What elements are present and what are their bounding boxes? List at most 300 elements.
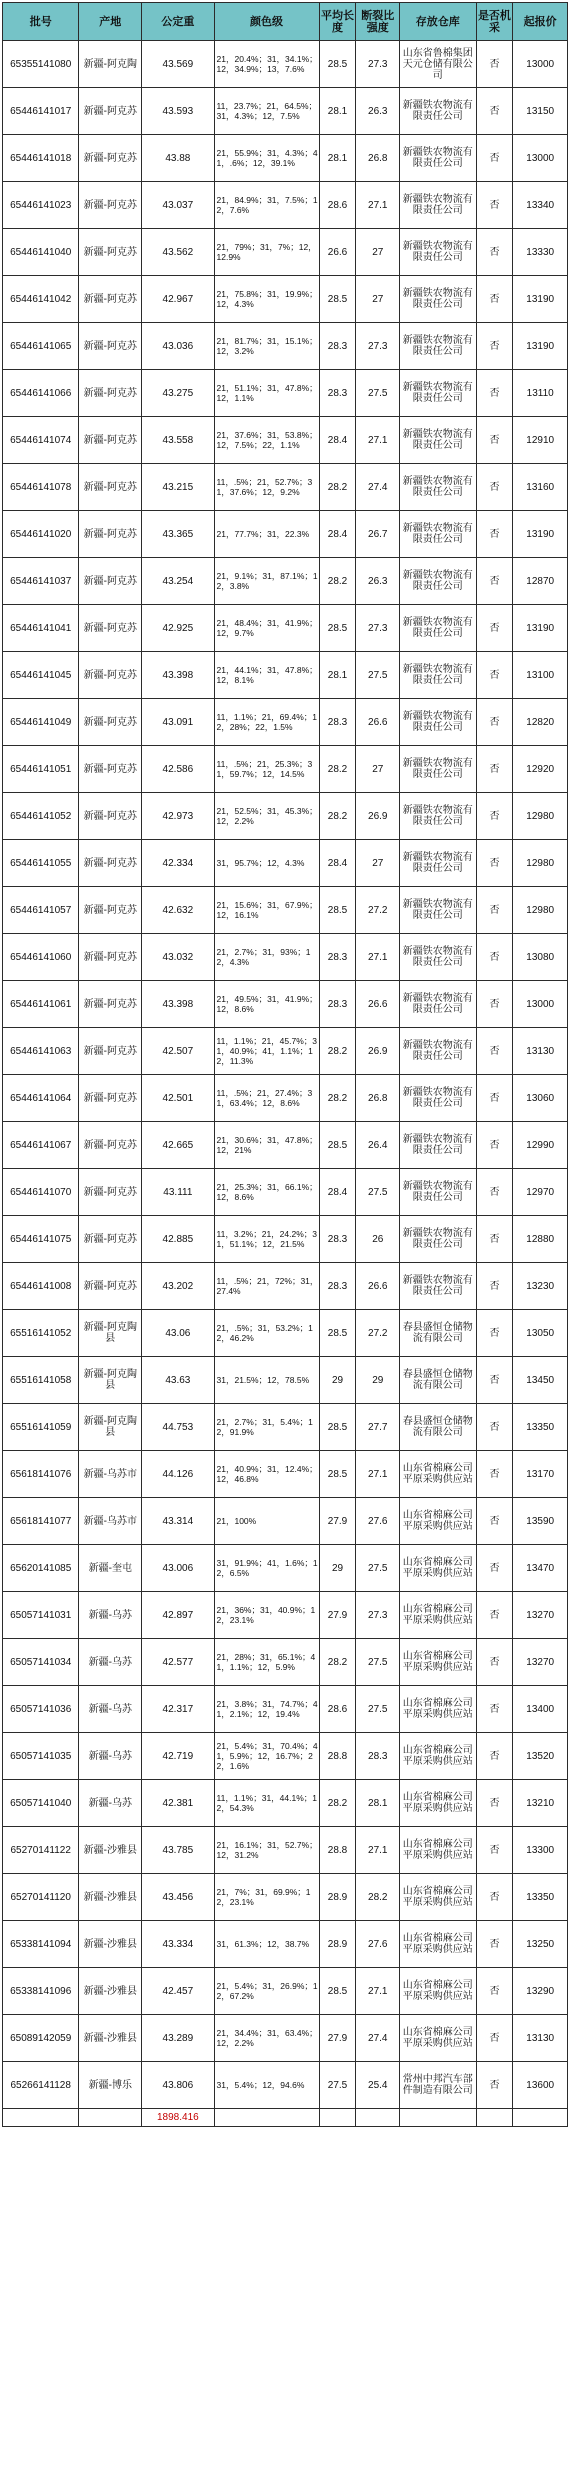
cell-color-grade: 21，20.4%；31，34.1%；12，34.9%；13，7.6% bbox=[214, 41, 319, 88]
cell-storage: 山东省棉麻公司平原采购供应站 bbox=[400, 1874, 476, 1921]
cell-start-price: 12820 bbox=[513, 699, 568, 746]
cell-weight: 43.032 bbox=[142, 934, 214, 981]
cell-color-grade: 11，23.7%；21，64.5%；31，4.3%；12，7.5% bbox=[214, 88, 319, 135]
table-row bbox=[3, 1686, 568, 1733]
cell-color-grade: 21，5.4%；31，26.9%；12，67.2% bbox=[214, 1968, 319, 2015]
cell-origin: 新疆-阿克苏 bbox=[79, 229, 142, 276]
table-row bbox=[3, 1357, 568, 1404]
cell-batch: 65446141061 bbox=[3, 981, 79, 1028]
cell-start-price: 13110 bbox=[513, 370, 568, 417]
cell-origin: 新疆-阿克苏 bbox=[79, 1075, 142, 1122]
cell-weight: 43.334 bbox=[142, 1921, 214, 1968]
cell-color-grade: 21，34.4%；31，63.4%；12，2.2% bbox=[214, 2015, 319, 2062]
cell-machine-picked: 否 bbox=[476, 417, 513, 464]
cell-strength: 26.9 bbox=[356, 1028, 400, 1075]
cell-avg-length: 28.9 bbox=[319, 1874, 356, 1921]
cell-machine-picked: 否 bbox=[476, 1075, 513, 1122]
cell-storage: 新疆铁农物流有限责任公司 bbox=[400, 370, 476, 417]
table-row bbox=[3, 981, 568, 1028]
cell-strength: 29 bbox=[356, 1357, 400, 1404]
cell-avg-length: 28.5 bbox=[319, 887, 356, 934]
cell-storage: 新疆铁农物流有限责任公司 bbox=[400, 88, 476, 135]
cell-weight: 42.897 bbox=[142, 1592, 214, 1639]
cell-batch: 65446141020 bbox=[3, 511, 79, 558]
table-row bbox=[3, 1780, 568, 1827]
cell-storage: 新疆铁农物流有限责任公司 bbox=[400, 276, 476, 323]
table-row bbox=[3, 229, 568, 276]
cell-origin: 新疆-阿克苏 bbox=[79, 1169, 142, 1216]
cell-batch: 65089142059 bbox=[3, 2015, 79, 2062]
cell-storage: 新疆铁农物流有限责任公司 bbox=[400, 417, 476, 464]
cell-machine-picked: 否 bbox=[476, 1921, 513, 1968]
cell-machine-picked: 否 bbox=[476, 652, 513, 699]
cell-start-price: 13050 bbox=[513, 1310, 568, 1357]
cell-avg-length: 28.1 bbox=[319, 652, 356, 699]
cell-strength: 26.9 bbox=[356, 793, 400, 840]
cell-color-grade: 21，.5%；31，53.2%；12，46.2% bbox=[214, 1310, 319, 1357]
cell-weight: 42.719 bbox=[142, 1733, 214, 1780]
cell-start-price: 12910 bbox=[513, 417, 568, 464]
cell-strength: 27 bbox=[356, 229, 400, 276]
cell-strength: 26.8 bbox=[356, 135, 400, 182]
table-row bbox=[3, 2062, 568, 2109]
cell-strength: 27.1 bbox=[356, 182, 400, 229]
cell-color-grade: 21，77.7%；31，22.3% bbox=[214, 511, 319, 558]
cell-color-grade: 21，30.6%；31，47.8%；12，21% bbox=[214, 1122, 319, 1169]
cell-machine-picked: 否 bbox=[476, 981, 513, 1028]
cell-machine-picked: 否 bbox=[476, 2062, 513, 2109]
cell-origin: 新疆-阿克苏 bbox=[79, 135, 142, 182]
cell-origin: 新疆-阿克陶 bbox=[79, 41, 142, 88]
cell-batch: 65270141122 bbox=[3, 1827, 79, 1874]
cell-color-grade: 21，3.8%；31，74.7%；41，2.1%；12，19.4% bbox=[214, 1686, 319, 1733]
cell-batch: 65446141008 bbox=[3, 1263, 79, 1310]
cell-weight: 43.558 bbox=[142, 417, 214, 464]
cell-machine-picked: 否 bbox=[476, 464, 513, 511]
cell-avg-length: 28.2 bbox=[319, 1639, 356, 1686]
cell-start-price: 13190 bbox=[513, 323, 568, 370]
cell-avg-length: 28.2 bbox=[319, 464, 356, 511]
cell-storage: 新疆铁农物流有限责任公司 bbox=[400, 1122, 476, 1169]
table-row bbox=[3, 2015, 568, 2062]
cell-strength: 25.4 bbox=[356, 2062, 400, 2109]
cell-weight: 44.753 bbox=[142, 1404, 214, 1451]
cell-weight: 42.967 bbox=[142, 276, 214, 323]
cell-start-price: 13210 bbox=[513, 1780, 568, 1827]
cell-origin: 新疆-阿克苏 bbox=[79, 1122, 142, 1169]
cell-weight: 43.091 bbox=[142, 699, 214, 746]
cell-color-grade: 21，49.5%；31，41.9%；12，8.6% bbox=[214, 981, 319, 1028]
cell-weight: 43.314 bbox=[142, 1498, 214, 1545]
header-machine-picked: 是否机采 bbox=[476, 3, 513, 41]
cell-strength: 26.8 bbox=[356, 1075, 400, 1122]
cell-color-grade: 21，52.5%；31，45.3%；12，2.2% bbox=[214, 793, 319, 840]
cell-origin: 新疆-乌苏市 bbox=[79, 1498, 142, 1545]
cell-batch: 65355141080 bbox=[3, 41, 79, 88]
cell-start-price: 13450 bbox=[513, 1357, 568, 1404]
cell-storage: 山东省棉麻公司平原采购供应站 bbox=[400, 1733, 476, 1780]
cell-batch: 65446141049 bbox=[3, 699, 79, 746]
cell-origin: 新疆-阿克苏 bbox=[79, 699, 142, 746]
table-row bbox=[3, 1310, 568, 1357]
cell-machine-picked: 否 bbox=[476, 840, 513, 887]
cell-start-price: 13340 bbox=[513, 182, 568, 229]
cell-color-grade: 21，100% bbox=[214, 1498, 319, 1545]
table-row bbox=[3, 1639, 568, 1686]
cell-weight: 43.593 bbox=[142, 88, 214, 135]
cell-storage: 山东省棉麻公司平原采购供应站 bbox=[400, 1921, 476, 1968]
cell-color-grade: 21，37.6%；31，53.8%；12，7.5%；22，1.1% bbox=[214, 417, 319, 464]
cell-color-grade: 11，.5%；21，25.3%；31，59.7%；12，14.5% bbox=[214, 746, 319, 793]
cell-avg-length: 28.5 bbox=[319, 276, 356, 323]
cell-strength: 27.5 bbox=[356, 370, 400, 417]
cell-avg-length: 28.2 bbox=[319, 746, 356, 793]
cell-machine-picked: 否 bbox=[476, 1216, 513, 1263]
cell-batch: 65446141074 bbox=[3, 417, 79, 464]
cell-strength: 28.2 bbox=[356, 1874, 400, 1921]
cell-weight: 43.456 bbox=[142, 1874, 214, 1921]
table-row bbox=[3, 699, 568, 746]
cell-weight: 42.632 bbox=[142, 887, 214, 934]
cell-strength: 27.6 bbox=[356, 1498, 400, 1545]
table-row bbox=[3, 276, 568, 323]
table-row bbox=[3, 323, 568, 370]
cell-weight: 42.501 bbox=[142, 1075, 214, 1122]
cell-batch: 65446141064 bbox=[3, 1075, 79, 1122]
cell-machine-picked: 否 bbox=[476, 1310, 513, 1357]
cell-origin: 新疆-奎屯 bbox=[79, 1545, 142, 1592]
cotton-batch-table bbox=[2, 2, 568, 2127]
cell-weight: 42.973 bbox=[142, 793, 214, 840]
cell-color-grade: 21，44.1%；31，47.8%；12，8.1% bbox=[214, 652, 319, 699]
cell-weight: 43.289 bbox=[142, 2015, 214, 2062]
cell-strength: 27.3 bbox=[356, 1592, 400, 1639]
header-weight: 公定重 bbox=[142, 3, 214, 41]
table-row bbox=[3, 417, 568, 464]
cell-weight: 43.569 bbox=[142, 41, 214, 88]
cell-batch: 65446141066 bbox=[3, 370, 79, 417]
cell-avg-length: 28.4 bbox=[319, 417, 356, 464]
cell-avg-length: 28.4 bbox=[319, 511, 356, 558]
header-color-grade: 颜色级 bbox=[214, 3, 319, 41]
cell-strength: 27.1 bbox=[356, 1451, 400, 1498]
cell-weight: 43.036 bbox=[142, 323, 214, 370]
cell-strength: 26.4 bbox=[356, 1122, 400, 1169]
total-blank-2 bbox=[79, 2109, 142, 2127]
cell-avg-length: 28.3 bbox=[319, 1216, 356, 1263]
cell-storage: 山东省棉麻公司平原采购供应站 bbox=[400, 1780, 476, 1827]
cell-batch: 65446141063 bbox=[3, 1028, 79, 1075]
cell-strength: 26.3 bbox=[356, 558, 400, 605]
table-row bbox=[3, 135, 568, 182]
table-row bbox=[3, 1827, 568, 1874]
cell-batch: 65618141077 bbox=[3, 1498, 79, 1545]
cell-start-price: 13060 bbox=[513, 1075, 568, 1122]
cell-start-price: 13400 bbox=[513, 1686, 568, 1733]
header-batch: 批号 bbox=[3, 3, 79, 41]
cell-machine-picked: 否 bbox=[476, 1639, 513, 1686]
cell-start-price: 13000 bbox=[513, 981, 568, 1028]
cell-color-grade: 21，5.4%；31，70.4%；41，5.9%；12，16.7%；22，1.6% bbox=[214, 1733, 319, 1780]
cell-strength: 27.5 bbox=[356, 652, 400, 699]
cell-origin: 新疆-阿克苏 bbox=[79, 1216, 142, 1263]
cell-storage: 新疆铁农物流有限责任公司 bbox=[400, 1263, 476, 1310]
cell-origin: 新疆-阿克苏 bbox=[79, 934, 142, 981]
cell-weight: 43.006 bbox=[142, 1545, 214, 1592]
cell-batch: 65057141036 bbox=[3, 1686, 79, 1733]
cell-strength: 26.6 bbox=[356, 699, 400, 746]
cell-start-price: 13100 bbox=[513, 652, 568, 699]
cell-batch: 65446141060 bbox=[3, 934, 79, 981]
cell-strength: 27.3 bbox=[356, 605, 400, 652]
cell-machine-picked: 否 bbox=[476, 182, 513, 229]
cell-machine-picked: 否 bbox=[476, 88, 513, 135]
cell-machine-picked: 否 bbox=[476, 1263, 513, 1310]
cell-color-grade: 11，1.1%；21，69.4%；12，28%；22，1.5% bbox=[214, 699, 319, 746]
cell-origin: 新疆-阿克陶县 bbox=[79, 1357, 142, 1404]
cell-storage: 新疆铁农物流有限责任公司 bbox=[400, 229, 476, 276]
cell-weight: 42.885 bbox=[142, 1216, 214, 1263]
cell-start-price: 12920 bbox=[513, 746, 568, 793]
cell-machine-picked: 否 bbox=[476, 2015, 513, 2062]
cell-batch: 65516141058 bbox=[3, 1357, 79, 1404]
cell-machine-picked: 否 bbox=[476, 41, 513, 88]
cell-avg-length: 28.3 bbox=[319, 699, 356, 746]
cell-storage: 新疆铁农物流有限责任公司 bbox=[400, 1216, 476, 1263]
cell-start-price: 13350 bbox=[513, 1404, 568, 1451]
cell-avg-length: 28.2 bbox=[319, 1780, 356, 1827]
cell-color-grade: 31，91.9%；41，1.6%；12，6.5% bbox=[214, 1545, 319, 1592]
cell-storage: 新疆铁农物流有限责任公司 bbox=[400, 981, 476, 1028]
cell-strength: 26.3 bbox=[356, 88, 400, 135]
table-row bbox=[3, 511, 568, 558]
cell-weight: 43.562 bbox=[142, 229, 214, 276]
cell-color-grade: 21，25.3%；31，66.1%；12，8.6% bbox=[214, 1169, 319, 1216]
cell-storage: 新疆铁农物流有限责任公司 bbox=[400, 464, 476, 511]
cell-start-price: 12980 bbox=[513, 887, 568, 934]
cell-color-grade: 21，16.1%；31，52.7%；12，31.2% bbox=[214, 1827, 319, 1874]
cell-start-price: 13300 bbox=[513, 1827, 568, 1874]
header-origin: 产地 bbox=[79, 3, 142, 41]
cell-strength: 27.1 bbox=[356, 1968, 400, 2015]
cell-origin: 新疆-阿克苏 bbox=[79, 417, 142, 464]
cell-start-price: 13000 bbox=[513, 135, 568, 182]
cell-batch: 65057141031 bbox=[3, 1592, 79, 1639]
cell-start-price: 12980 bbox=[513, 793, 568, 840]
cell-machine-picked: 否 bbox=[476, 1122, 513, 1169]
cell-batch: 65266141128 bbox=[3, 2062, 79, 2109]
cell-origin: 新疆-博乐 bbox=[79, 2062, 142, 2109]
total-blank-7 bbox=[476, 2109, 513, 2127]
cell-batch: 65446141052 bbox=[3, 793, 79, 840]
cell-strength: 27.5 bbox=[356, 1545, 400, 1592]
cell-start-price: 13160 bbox=[513, 464, 568, 511]
cell-weight: 43.037 bbox=[142, 182, 214, 229]
cell-start-price: 13290 bbox=[513, 1968, 568, 2015]
cell-machine-picked: 否 bbox=[476, 1968, 513, 2015]
cell-storage: 山东省棉麻公司平原采购供应站 bbox=[400, 1498, 476, 1545]
table-row bbox=[3, 1921, 568, 1968]
cell-color-grade: 21，40.9%；31，12.4%；12，46.8% bbox=[214, 1451, 319, 1498]
cell-strength: 26.6 bbox=[356, 1263, 400, 1310]
cell-weight: 43.254 bbox=[142, 558, 214, 605]
cell-batch: 65516141059 bbox=[3, 1404, 79, 1451]
cell-storage: 山东省棉麻公司平原采购供应站 bbox=[400, 1968, 476, 2015]
cell-start-price: 13350 bbox=[513, 1874, 568, 1921]
cell-color-grade: 21，9.1%；31，87.1%；12，3.8% bbox=[214, 558, 319, 605]
cell-strength: 28.1 bbox=[356, 1780, 400, 1827]
cell-machine-picked: 否 bbox=[476, 1592, 513, 1639]
cell-storage: 新疆铁农物流有限责任公司 bbox=[400, 1169, 476, 1216]
cell-weight: 43.215 bbox=[142, 464, 214, 511]
cell-machine-picked: 否 bbox=[476, 511, 513, 558]
cell-start-price: 13470 bbox=[513, 1545, 568, 1592]
cell-machine-picked: 否 bbox=[476, 370, 513, 417]
cell-storage: 山东省棉麻公司平原采购供应站 bbox=[400, 1545, 476, 1592]
cell-strength: 26.7 bbox=[356, 511, 400, 558]
cell-avg-length: 28.6 bbox=[319, 182, 356, 229]
cell-strength: 27.1 bbox=[356, 934, 400, 981]
header-start-price: 起报价 bbox=[513, 3, 568, 41]
cell-avg-length: 26.6 bbox=[319, 229, 356, 276]
cell-weight: 43.88 bbox=[142, 135, 214, 182]
cell-machine-picked: 否 bbox=[476, 323, 513, 370]
table-row bbox=[3, 887, 568, 934]
cell-weight: 42.507 bbox=[142, 1028, 214, 1075]
cell-storage: 山东省棉麻公司平原采购供应站 bbox=[400, 1639, 476, 1686]
cell-machine-picked: 否 bbox=[476, 1733, 513, 1780]
cell-machine-picked: 否 bbox=[476, 1169, 513, 1216]
cell-avg-length: 28.5 bbox=[319, 1968, 356, 2015]
cell-storage: 新疆铁农物流有限责任公司 bbox=[400, 746, 476, 793]
cell-color-grade: 21，51.1%；31，47.8%；12，1.1% bbox=[214, 370, 319, 417]
cell-origin: 新疆-乌苏 bbox=[79, 1780, 142, 1827]
total-row bbox=[3, 2109, 568, 2127]
cell-storage: 常州中邦汽车部件制造有限公司 bbox=[400, 2062, 476, 2109]
cell-start-price: 12990 bbox=[513, 1122, 568, 1169]
cell-start-price: 13270 bbox=[513, 1592, 568, 1639]
cell-batch: 65057141040 bbox=[3, 1780, 79, 1827]
table-row bbox=[3, 1169, 568, 1216]
cell-batch: 65446141023 bbox=[3, 182, 79, 229]
cell-start-price: 12970 bbox=[513, 1169, 568, 1216]
cell-start-price: 13590 bbox=[513, 1498, 568, 1545]
table-row bbox=[3, 840, 568, 887]
cell-strength: 27.1 bbox=[356, 1827, 400, 1874]
cell-weight: 43.111 bbox=[142, 1169, 214, 1216]
cell-storage: 新疆铁农物流有限责任公司 bbox=[400, 699, 476, 746]
cell-batch: 65446141037 bbox=[3, 558, 79, 605]
cell-origin: 新疆-阿克苏 bbox=[79, 746, 142, 793]
cell-strength: 27.5 bbox=[356, 1639, 400, 1686]
cell-batch: 65446141018 bbox=[3, 135, 79, 182]
cell-machine-picked: 否 bbox=[476, 934, 513, 981]
cell-storage: 山东省棉麻公司平原采购供应站 bbox=[400, 2015, 476, 2062]
cell-batch: 65446141040 bbox=[3, 229, 79, 276]
cell-start-price: 13600 bbox=[513, 2062, 568, 2109]
cell-batch: 65446141065 bbox=[3, 323, 79, 370]
cell-origin: 新疆-乌苏 bbox=[79, 1639, 142, 1686]
table-row bbox=[3, 88, 568, 135]
cell-strength: 27.6 bbox=[356, 1921, 400, 1968]
cell-storage: 山东省棉麻公司平原采购供应站 bbox=[400, 1827, 476, 1874]
cell-origin: 新疆-乌苏 bbox=[79, 1733, 142, 1780]
cell-origin: 新疆-阿克苏 bbox=[79, 1263, 142, 1310]
cell-storage: 新疆铁农物流有限责任公司 bbox=[400, 887, 476, 934]
cell-avg-length: 27.9 bbox=[319, 1498, 356, 1545]
cell-batch: 65446141045 bbox=[3, 652, 79, 699]
cell-strength: 27.2 bbox=[356, 1310, 400, 1357]
cell-color-grade: 31，5.4%；12，94.6% bbox=[214, 2062, 319, 2109]
cell-origin: 新疆-阿克苏 bbox=[79, 558, 142, 605]
cell-storage: 新疆铁农物流有限责任公司 bbox=[400, 840, 476, 887]
cell-weight: 42.665 bbox=[142, 1122, 214, 1169]
cell-start-price: 13330 bbox=[513, 229, 568, 276]
cell-batch: 65338141094 bbox=[3, 1921, 79, 1968]
table-row bbox=[3, 605, 568, 652]
cell-avg-length: 28.6 bbox=[319, 1686, 356, 1733]
cell-weight: 43.806 bbox=[142, 2062, 214, 2109]
cell-origin: 新疆-阿克苏 bbox=[79, 605, 142, 652]
cell-origin: 新疆-阿克苏 bbox=[79, 1028, 142, 1075]
cell-strength: 27.4 bbox=[356, 2015, 400, 2062]
cell-weight: 42.577 bbox=[142, 1639, 214, 1686]
cell-strength: 27.7 bbox=[356, 1404, 400, 1451]
cell-weight: 43.398 bbox=[142, 652, 214, 699]
cell-avg-length: 29 bbox=[319, 1545, 356, 1592]
cell-color-grade: 11，.5%；21，72%；31，27.4% bbox=[214, 1263, 319, 1310]
cell-batch: 65446141055 bbox=[3, 840, 79, 887]
cell-start-price: 13000 bbox=[513, 41, 568, 88]
cell-storage: 山东省棉麻公司平原采购供应站 bbox=[400, 1686, 476, 1733]
cell-strength: 26 bbox=[356, 1216, 400, 1263]
table-row bbox=[3, 1733, 568, 1780]
cell-machine-picked: 否 bbox=[476, 229, 513, 276]
cell-color-grade: 31，95.7%；12，4.3% bbox=[214, 840, 319, 887]
cell-storage: 新疆铁农物流有限责任公司 bbox=[400, 182, 476, 229]
cell-storage: 新疆铁农物流有限责任公司 bbox=[400, 934, 476, 981]
cell-machine-picked: 否 bbox=[476, 887, 513, 934]
cell-batch: 65620141085 bbox=[3, 1545, 79, 1592]
cell-machine-picked: 否 bbox=[476, 1874, 513, 1921]
cell-machine-picked: 否 bbox=[476, 1545, 513, 1592]
total-blank-6 bbox=[400, 2109, 476, 2127]
table-row bbox=[3, 1498, 568, 1545]
cell-start-price: 13130 bbox=[513, 1028, 568, 1075]
cell-machine-picked: 否 bbox=[476, 1780, 513, 1827]
table-row bbox=[3, 464, 568, 511]
table-row bbox=[3, 558, 568, 605]
cell-machine-picked: 否 bbox=[476, 276, 513, 323]
cell-avg-length: 28.3 bbox=[319, 934, 356, 981]
cotton-batch-sheet bbox=[2, 2, 568, 2127]
cell-batch: 65057141034 bbox=[3, 1639, 79, 1686]
cell-machine-picked: 否 bbox=[476, 135, 513, 182]
table-row bbox=[3, 370, 568, 417]
cell-start-price: 12980 bbox=[513, 840, 568, 887]
total-blank-1 bbox=[3, 2109, 79, 2127]
cell-machine-picked: 否 bbox=[476, 1498, 513, 1545]
cell-storage: 新疆铁农物流有限责任公司 bbox=[400, 1028, 476, 1075]
cell-weight: 43.365 bbox=[142, 511, 214, 558]
cell-batch: 65446141070 bbox=[3, 1169, 79, 1216]
cell-storage: 新疆铁农物流有限责任公司 bbox=[400, 652, 476, 699]
cell-start-price: 13170 bbox=[513, 1451, 568, 1498]
cell-color-grade: 21，15.6%；31，67.9%；12，16.1% bbox=[214, 887, 319, 934]
cell-strength: 27.1 bbox=[356, 417, 400, 464]
cell-origin: 新疆-阿克陶县 bbox=[79, 1310, 142, 1357]
cell-strength: 27.2 bbox=[356, 887, 400, 934]
